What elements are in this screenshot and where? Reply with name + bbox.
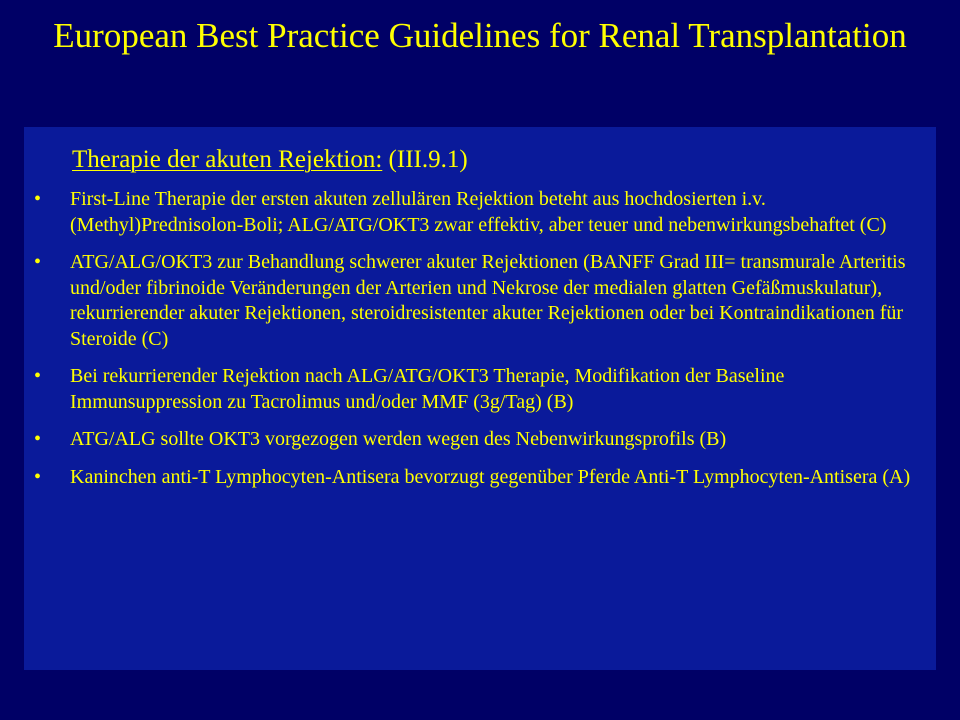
bullet-item-recurrent-rejection xyxy=(32,364,920,415)
bullet-text: First-Line Therapie der ersten akuten zellulären Rejektion beteht aus hochdosierten i.v. (Methyl)Prednisolon-Boli; ALG/ATG/OKT3 zwar effektiv, aber teuer und nebenwirkungsbehaftet (C) xyxy=(70,188,887,236)
bullet-dot: • xyxy=(34,365,42,387)
bullet-item-rabbit-antisera xyxy=(32,465,920,491)
subtitle-heading: Therapie der akuten Rejektion: xyxy=(72,146,383,173)
bullet-text: Bei rekurrierender Rejektion nach ALG/ATG/OKT3 Therapie, Modifikation der Baseline Immunsuppression zu Tacrolimus und/oder MMF (3g/Tag) (B) xyxy=(70,365,785,413)
bullet-dot: • xyxy=(34,251,42,273)
bullet-text: ATG/ALG/OKT3 zur Behandlung schwerer akuter Rejektionen (BANFF Grad III= transmurale Arteritis und/oder fibrinoide Veränderungen der Arterien und Nekrose der medialen glatten Gefäßmuskulatur), rekurrierender akuter Rejektionen, steroidresistenter akuter Rejektionen oder bei Kontraindikationen für Steroide (C) xyxy=(70,251,906,350)
bullet-text: Kaninchen anti-T Lymphocyten-Antisera bevorzugt gegenüber Pferde Anti-T Lymphocyten-Antisera (A) xyxy=(70,465,911,488)
section-subtitle xyxy=(72,144,468,176)
bullet-list xyxy=(32,187,920,502)
slide-title: European Best Practice Guidelines for Renal Transplantation xyxy=(53,16,907,55)
bullet-item-severe-rejection xyxy=(32,250,920,352)
bullet-dot: • xyxy=(34,428,42,450)
subtitle-reference: (III.9.1) xyxy=(388,146,468,173)
bullet-item-first-line-therapy xyxy=(32,187,920,238)
bullet-dot: • xyxy=(34,188,42,210)
bullet-item-atg-alg-preference xyxy=(32,427,920,453)
bullet-text: ATG/ALG sollte OKT3 vorgezogen werden wegen des Nebenwirkungsprofils (B) xyxy=(70,428,727,450)
bullet-dot: • xyxy=(34,465,42,488)
